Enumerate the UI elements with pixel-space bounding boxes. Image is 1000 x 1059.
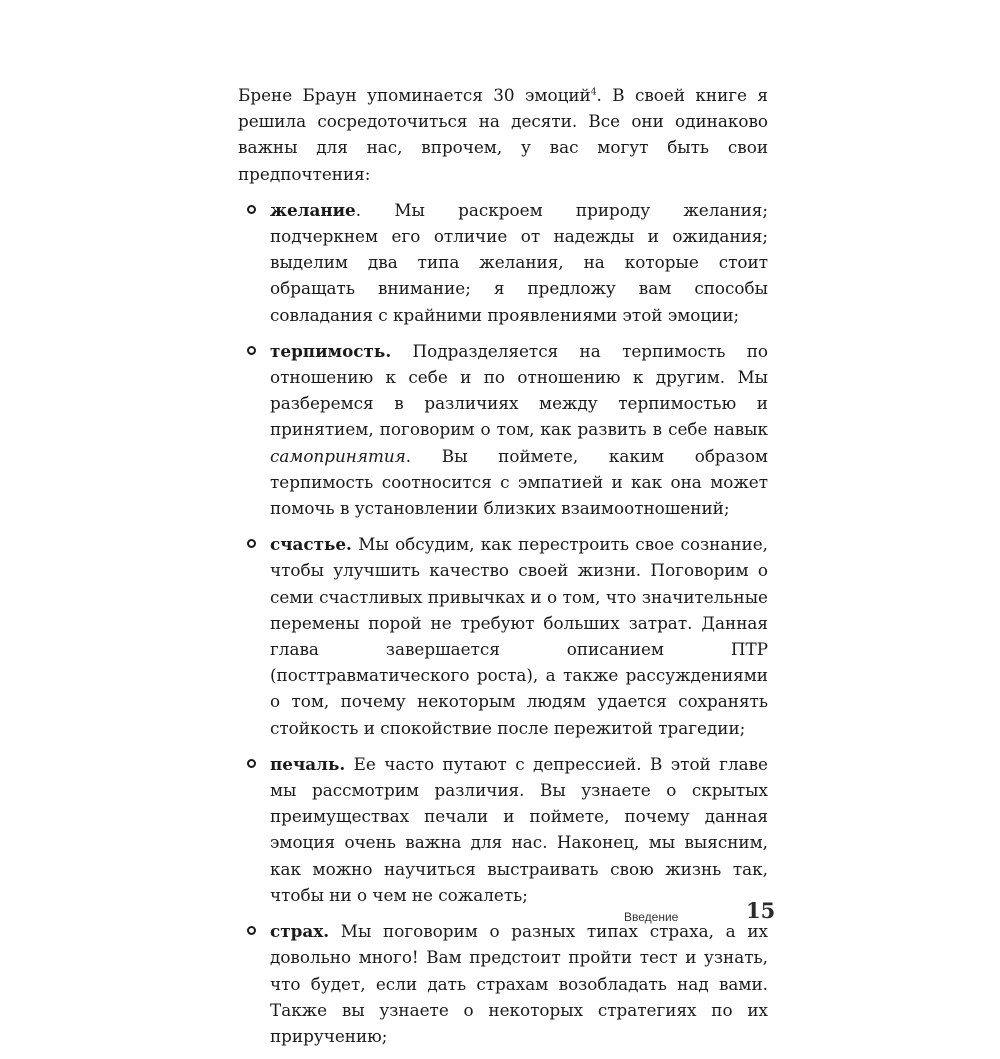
list-item-tolerance xyxy=(238,338,768,521)
circle-bullet-icon xyxy=(247,926,256,935)
list-item-text: Мы обсудим, как перестроить свое сознание, чтобы улучшить качество своей жизни. Поговорим о семи счастливых привычках и о том, что значительные перемены порой не требуют больших затрат. Данная глава завершается описанием ПТР (посттравматического роста), а также рассуждениями о том, почему некоторым людям удается сохранять стойкость и спокойствие после пережитой трагедии; xyxy=(270,534,768,738)
list-item-term: терпимость. xyxy=(270,340,392,361)
list-item-text-continued: . Вы поймете, каким образом терпимость соотносится с эмпатией и как она может помочь в установлении близких взаимоотношений; xyxy=(270,445,768,519)
list-item-term: печаль. xyxy=(270,753,346,774)
running-footer-section-title: Введение xyxy=(624,910,679,924)
page-number: 15 xyxy=(746,898,776,923)
footnote-reference[interactable]: 4 xyxy=(590,87,597,98)
circle-bullet-icon xyxy=(247,759,256,768)
circle-bullet-icon xyxy=(247,205,256,214)
list-item-emphasis: самопринятия xyxy=(270,445,406,466)
list-item-text: Подразделяется на терпимость по отношению к себе и по отношению к другим. Мы разберемся в различиях между терпимостью и принятием, поговорим о том, как развить в себе навык xyxy=(270,340,768,440)
list-item-text: Мы поговорим о разных типах страха, а их довольно много! Вам предстоит пройти тест и узнать, что будет, если дать страхам возобладать над вами. Также вы узнаете о некоторых стратегиях по их приручению; xyxy=(270,921,768,1046)
intro-paragraph xyxy=(238,82,768,187)
list-item-term: страх. xyxy=(270,921,330,942)
list-item-text: . Мы раскроем природу желания; подчеркнем его отличие от надежды и ожидания; выделим два типа желания, на которые стоит обращать внимание; я предложу вам способы совладания с крайними проявлениями этой эмоции; xyxy=(270,199,768,325)
list-item-term: счастье. xyxy=(270,534,352,555)
intro-text-part2: . В своей книге я решила сосредоточиться на десяти. Все они одинаково важны для нас, впрочем, у вас могут быть свои предпочтения: xyxy=(238,85,768,184)
list-item-text: Ее часто путают с депрессией. В этой главе мы рассмотрим различия. Вы узнаете о скрытых преимуществах печали и поймете, почему данная эмоция очень важна для нас. Наконец, мы выясним, как можно научиться выстраивать свою жизнь так, чтобы ни о чем не сожалеть; xyxy=(270,753,768,905)
list-item-desire xyxy=(238,197,768,328)
list-item-fear xyxy=(238,918,768,1049)
list-item-term: желание xyxy=(270,199,356,220)
list-item-sadness xyxy=(238,751,768,908)
circle-bullet-icon xyxy=(247,539,256,548)
page-footer xyxy=(600,896,780,936)
circle-bullet-icon xyxy=(247,346,256,355)
list-item-happiness xyxy=(238,531,768,741)
intro-text-part1: Брене Браун упоминается 30 эмоций xyxy=(238,85,591,105)
